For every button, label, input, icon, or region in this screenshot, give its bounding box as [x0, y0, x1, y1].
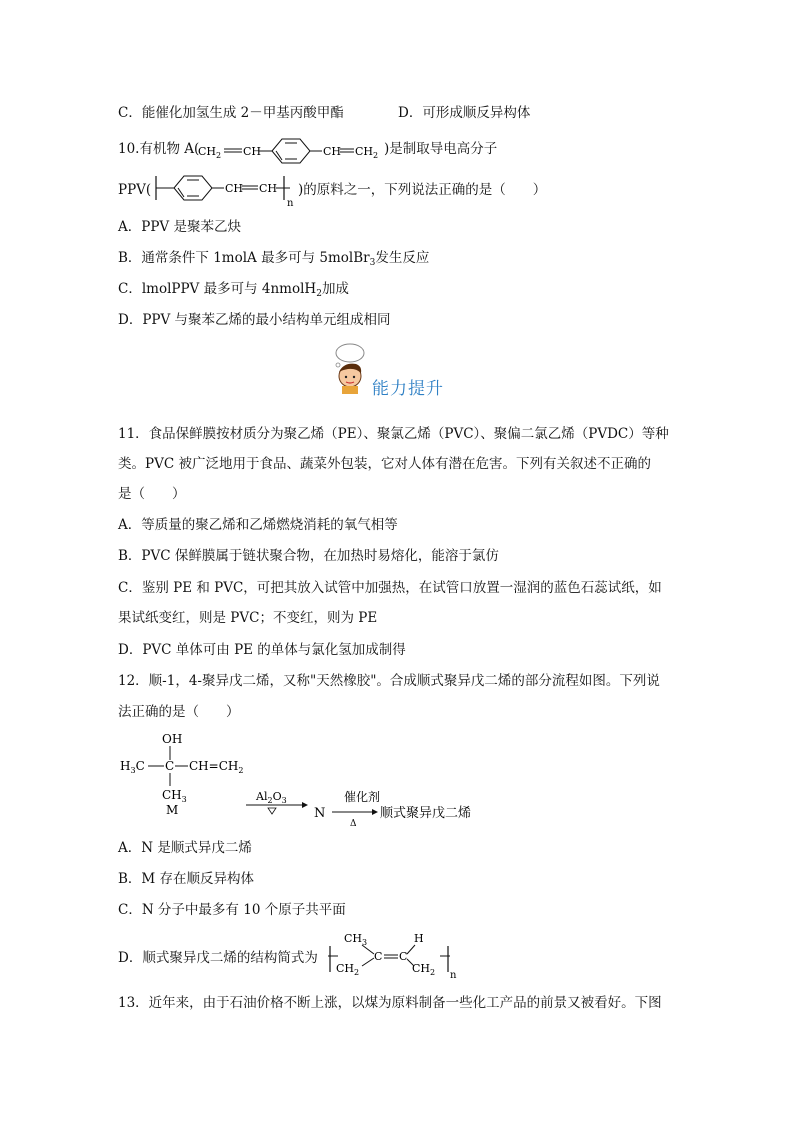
q12-option-a: A．N 是顺式异戊二烯 [118, 840, 252, 856]
banner-title: 能力提升 [372, 379, 444, 399]
q10-prefix: 10.有机物 A( [118, 141, 200, 157]
q11-option-d: D．PVC 单体可由 PE 的单体与氯化氢加成制得 [118, 642, 406, 658]
q11-stem-line3: 是（ ） [118, 486, 186, 502]
svg-text:CH3: $CH_3$ [162, 788, 187, 804]
svg-text:H3C: $H_3C$ [120, 759, 145, 775]
q10-stem-line1 [118, 139, 199, 159]
m-ch: CH [189, 759, 209, 773]
m-oh: OH [162, 732, 183, 746]
delta-label: Δ [350, 819, 357, 828]
q10-stem-line1-rest: )是制取导电高分子 [384, 141, 498, 157]
q12-option-b: B．M 存在顺反异构体 [118, 871, 255, 887]
svg-text:CH2: $CH_2$ [336, 962, 360, 977]
q12-polymer-structure [326, 928, 466, 982]
svg-text:Al2O3: $Al_2O_3$ [256, 790, 287, 805]
svg-text:CH=CH2: $CH=CH_2$ [189, 759, 244, 775]
m-ch3: CH [162, 788, 182, 802]
structure-ppv [152, 170, 312, 210]
m-center-c: C [165, 759, 175, 773]
a-left-ch2: CH [243, 145, 262, 158]
q11-option-c-line1: C．鉴别 PE 和 PVC，可把其放入试管中加强热，在试管口放置一湿润的蓝色石蕊试纸，如 [118, 580, 662, 596]
q10-option-a: A．PPV 是聚苯乙炔 [118, 219, 241, 235]
q12-option-c: C．N 分子中最多有 10 个原子共平面 [118, 902, 346, 918]
q10-stem-line2: )的原料之一，下列说法正确的是（ ） [298, 182, 547, 198]
structure-a [196, 134, 386, 166]
svg-text:CH2: $CH_2$ [412, 962, 436, 977]
svg-text:CH2 [198, 145, 221, 160]
svg-text:H: H [414, 932, 424, 945]
q11-option-b: B．PVC 保鲜膜属于链状聚合物，在加热时易熔化，能溶于氯仿 [118, 548, 499, 564]
q11-option-c-line2: 果试纸变红，则是 PVC；不变红，则为 PE [118, 610, 378, 626]
thinking-boy-icon [326, 340, 374, 394]
q12-stem-line1: 12．顺-1，4-聚异戊二烯，又称"天然橡胶"。合成顺式聚异戊二烯的部分流程如图。下列说 [118, 673, 660, 689]
q11-stem-line2: 类。PVC 被广泛地用于食品、蔬菜外包装，它对人体有潜在危害。下列有关叙述不正确的 [118, 456, 651, 472]
q12-option-d: D．顺式聚异戊二烯的结构简式为 [118, 950, 318, 966]
ppv-ch2: CH [259, 182, 278, 195]
arrow1-al: Al [256, 790, 268, 803]
q13-stem-line1: 13．近年来，由于石油价格不断上涨，以煤为原料制备一些化工产品的前景又被看好。下图 [118, 995, 662, 1011]
svg-text:n: n [450, 970, 457, 981]
a-right-ch: CH [323, 145, 342, 158]
q11-option-a: A．等质量的聚乙烯和乙烯燃烧消耗的氧气相等 [118, 517, 398, 533]
q10-option-d: D．PPV 与聚苯乙烯的最小结构单元组成相同 [118, 312, 391, 328]
a-right-ch2: CH [355, 145, 374, 158]
m-label: M [166, 803, 179, 817]
q9-option-c: C．能催化加氢生成 2－甲基丙酸甲酯 [118, 105, 344, 121]
q10-ppv-prefix: PPV( [118, 182, 152, 198]
product-label: 顺式聚异戊二烯 [380, 806, 472, 821]
svg-text:CH2: $CH_2$ [355, 145, 379, 160]
svg-text:C: C [374, 950, 383, 963]
catalyst-label: 催化剂 [344, 790, 381, 804]
n-label: N [314, 806, 326, 821]
a-left-sub: 2 [216, 151, 222, 160]
q10-option-b: B．通常条件下 1molA 最多可与 5molBr$_3$发生反应 [118, 250, 430, 268]
q12-stem-line2: 法正确的是（ ） [118, 704, 240, 720]
a-left-ch: CH [198, 145, 217, 158]
svg-text:CH3: $CH_3$ [344, 932, 368, 947]
ppv-n: n [287, 198, 294, 209]
q9-option-d: D．可形成顺反异构体 [398, 105, 531, 121]
svg-text:C: C [399, 950, 408, 963]
q10-option-c: C．lmolPPV 最多可与 4nmolH$_2$加成 [118, 281, 349, 299]
ppv-ch1: CH [225, 182, 244, 195]
q12-reaction-scheme [118, 728, 518, 828]
q11-stem-line1: 11．食品保鲜膜按材质分为聚乙烯（PE）、聚氯乙烯（PVC）、聚偏二氯乙烯（PVDC）等种 [118, 426, 669, 442]
